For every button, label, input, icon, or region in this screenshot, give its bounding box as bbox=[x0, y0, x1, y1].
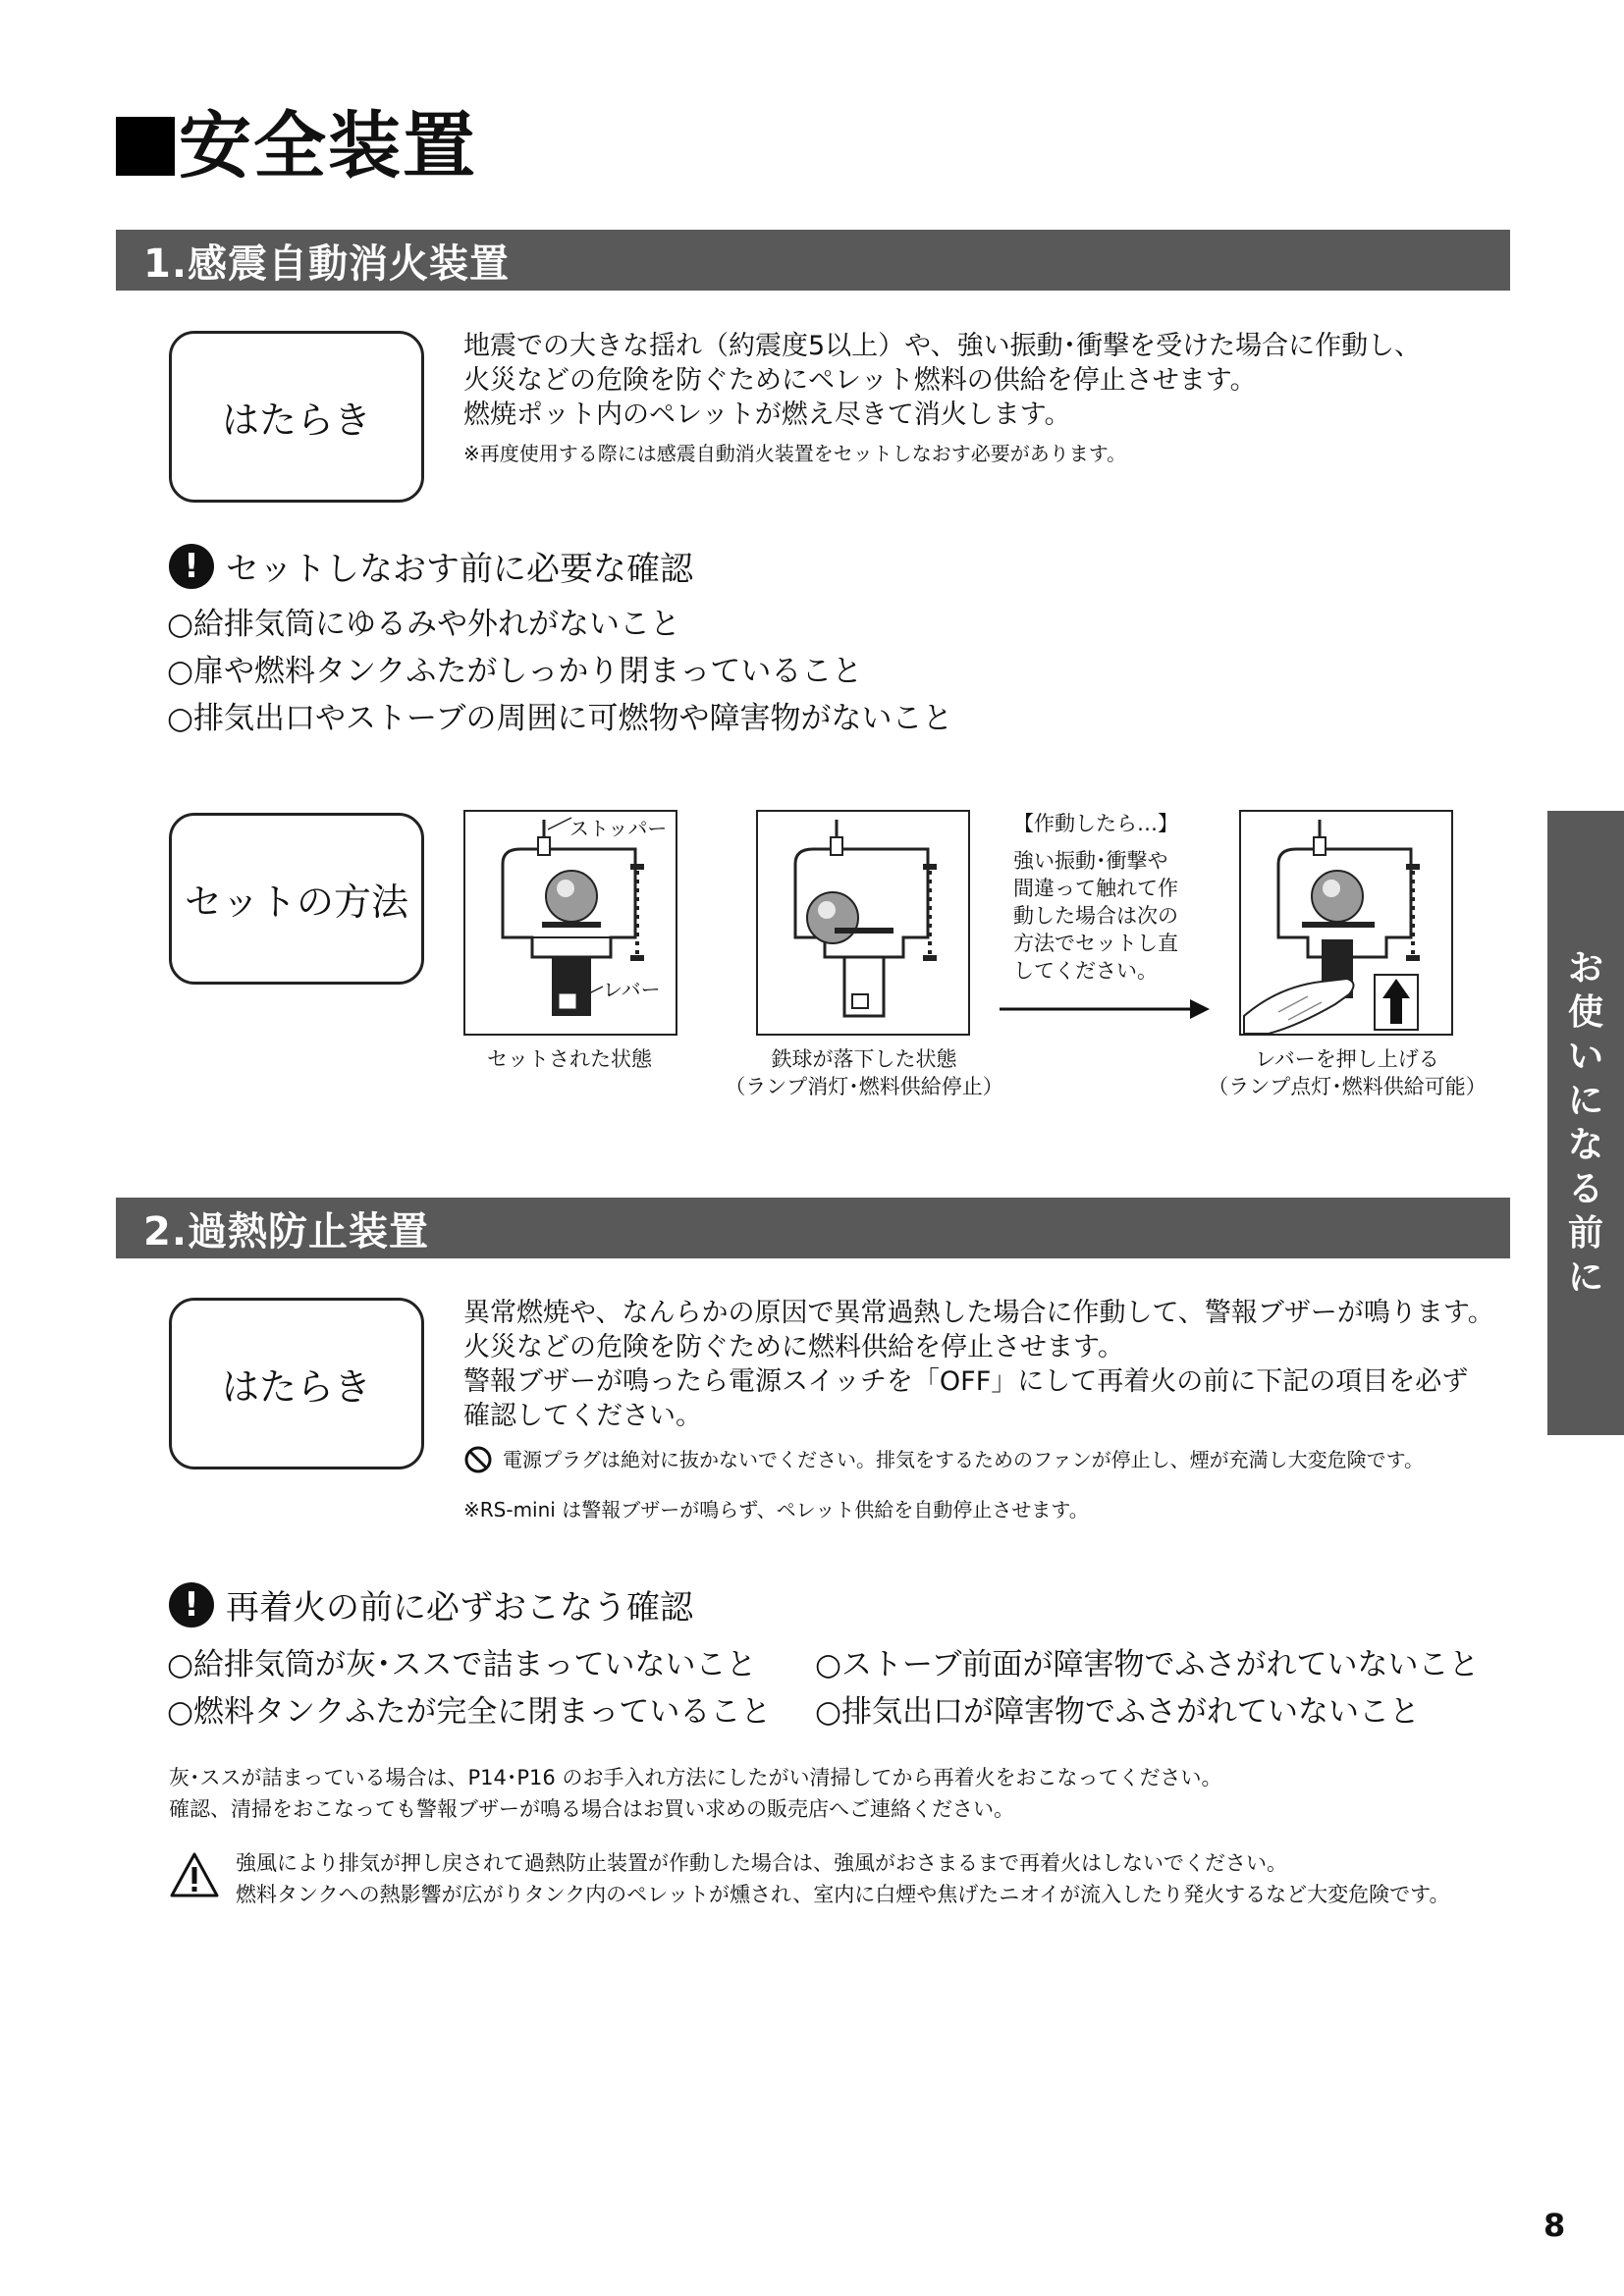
description-line: 火災などの危険を防ぐためにペレット燃料の供給を停止させます。 bbox=[463, 365, 1257, 396]
side-tab-char: い bbox=[1567, 1037, 1603, 1077]
side-tab bbox=[1547, 811, 1624, 1435]
check-item: ○給排気筒にゆるみや外れがないこと bbox=[167, 607, 681, 642]
description-line: 燃焼ポット内のペレットが燃え尽きて消火します。 bbox=[463, 400, 1071, 430]
action-line: 動した場合は次の bbox=[1013, 904, 1178, 928]
action-line: 方法でセットし直 bbox=[1013, 932, 1178, 955]
section1-check-heading bbox=[169, 542, 693, 590]
diagram-push-lever bbox=[1239, 810, 1453, 1036]
warning-text bbox=[236, 1847, 1449, 1910]
side-tab-char: 前 bbox=[1567, 1213, 1603, 1254]
caption-line: （ランプ点灯･燃料供給可能） bbox=[1208, 1075, 1487, 1098]
section1-note: ※再度使用する際には感震自動消火装置をセットしなおす必要があります。 bbox=[463, 442, 1127, 465]
description-line: 確認してください。 bbox=[463, 1401, 702, 1431]
section2-description bbox=[463, 1296, 1504, 1433]
exclamation-icon: ! bbox=[169, 544, 214, 589]
section1-function-box: はたらき bbox=[169, 331, 424, 503]
right-arrow-icon bbox=[998, 997, 1212, 1021]
side-tab-char: に bbox=[1567, 1081, 1603, 1121]
action-line: 強い振動･衝撃や bbox=[1013, 849, 1168, 873]
section2-check-list-right bbox=[815, 1641, 1480, 1735]
check-item: ○ストーブ前面が障害物でふさがれていないこと bbox=[815, 1647, 1480, 1682]
diagram-ball-dropped bbox=[756, 810, 970, 1036]
section1-description bbox=[463, 329, 1504, 432]
prohibit-note-text: 電源プラグは絶対に抜かないでください。排気をするためのファンが停止し、煙が充満し大変危険です。 bbox=[503, 1448, 1424, 1471]
section1-heading: 1.感震自動消火装置 bbox=[116, 230, 1510, 291]
check-item: ○排気出口やストーブの周囲に可燃物や障害物がないこと bbox=[167, 701, 953, 736]
side-tab-char: 使 bbox=[1567, 992, 1603, 1033]
prohibited-icon bbox=[463, 1445, 493, 1474]
caption-line: （ランプ消灯･燃料供給停止） bbox=[725, 1075, 1003, 1098]
action-line: 間違って触れて作 bbox=[1013, 877, 1178, 900]
action-note bbox=[1013, 810, 1178, 985]
check-item: ○扉や燃料タンクふたがしっかり閉まっていること bbox=[167, 654, 863, 689]
page-title bbox=[116, 104, 477, 188]
warning-triangle-icon bbox=[169, 1851, 220, 1898]
description-line: 火災などの危険を防ぐために燃料供給を停止させます。 bbox=[463, 1332, 1124, 1362]
section2-check-list-left bbox=[167, 1641, 771, 1735]
set-method-box: セットの方法 bbox=[169, 813, 424, 985]
section2-note: ※RS-mini は警報ブザーが鳴らず、ペレット供給を自動停止させます。 bbox=[463, 1498, 1089, 1522]
side-tab-char: お bbox=[1567, 948, 1603, 988]
page-number: 8 bbox=[1543, 2207, 1566, 2244]
caption-line: 鉄球が落下した状態 bbox=[771, 1047, 957, 1071]
section2-info bbox=[169, 1762, 1221, 1825]
description-line: 警報ブザーが鳴ったら電源スイッチを「OFF」にして再着火の前に下記の項目を必ず bbox=[463, 1366, 1469, 1397]
info-line: 確認、清掃をおこなっても警報ブザーが鳴る場合はお買い求めの販売店へご連絡ください。 bbox=[169, 1797, 1014, 1821]
check-heading-text: セットしなおす前に必要な確認 bbox=[226, 550, 693, 589]
check-item: ○排気出口が障害物でふさがれていないこと bbox=[815, 1694, 1421, 1730]
info-line: 灰･ススが詰まっている場合は、P14･P16 のお手入れ方法にしたがい清掃してから再着火をおこなってください。 bbox=[169, 1766, 1222, 1789]
page-title-text: 安全装置 bbox=[179, 104, 477, 188]
exclamation-icon: ! bbox=[169, 1582, 214, 1628]
section2-check-heading bbox=[169, 1580, 693, 1629]
description-line: 地震での大きな揺れ（約震度5以上）や、強い振動･衝撃を受けた場合に作動し、 bbox=[463, 331, 1422, 361]
side-tab-char: な bbox=[1567, 1125, 1603, 1165]
caption-push-lever bbox=[1200, 1045, 1494, 1100]
section2-warning bbox=[169, 1847, 1449, 1910]
side-tab-char: る bbox=[1567, 1169, 1603, 1209]
check-item: ○給排気筒が灰･ススで詰まっていないこと bbox=[167, 1647, 757, 1682]
action-line: してください。 bbox=[1013, 959, 1158, 983]
section2-heading: 2.過熱防止装置 bbox=[116, 1198, 1510, 1258]
side-tab-char: に bbox=[1567, 1257, 1603, 1298]
caption-set-state: セットされた状態 bbox=[487, 1047, 652, 1071]
caption-ball-dropped bbox=[717, 1045, 1011, 1100]
section2-function-box: はたらき bbox=[169, 1298, 424, 1469]
check-heading-text: 再着火の前に必ずおこなう確認 bbox=[226, 1588, 693, 1628]
caption-line: レバーを押し上げる bbox=[1255, 1047, 1439, 1071]
description-line: 異常燃焼や、なんらかの原因で異常過熱した場合に作動して、警報ブザーが鳴ります。 bbox=[463, 1298, 1494, 1328]
warning-line: 燃料タンクへの熱影響が広がりタンク内のペレットが燻され、室内に白煙や焦げたニオイが流入したり発火するなど大変危険です。 bbox=[236, 1883, 1450, 1906]
warning-line: 強風により排気が押し戻されて過熱防止装置が作動した場合は、強風がおさまるまで再着火はしないでください。 bbox=[236, 1851, 1287, 1875]
diagram-set-state bbox=[463, 810, 677, 1036]
stopper-label: ストッパー bbox=[569, 817, 668, 840]
lever-label: レバー bbox=[603, 978, 661, 1001]
check-item: ○燃料タンクふたが完全に閉まっていること bbox=[167, 1694, 772, 1730]
prohibit-note bbox=[463, 1445, 1424, 1474]
title-square-icon bbox=[116, 117, 175, 176]
section1-check-list bbox=[167, 601, 953, 742]
action-title: 【作動したら…】 bbox=[1013, 812, 1178, 835]
